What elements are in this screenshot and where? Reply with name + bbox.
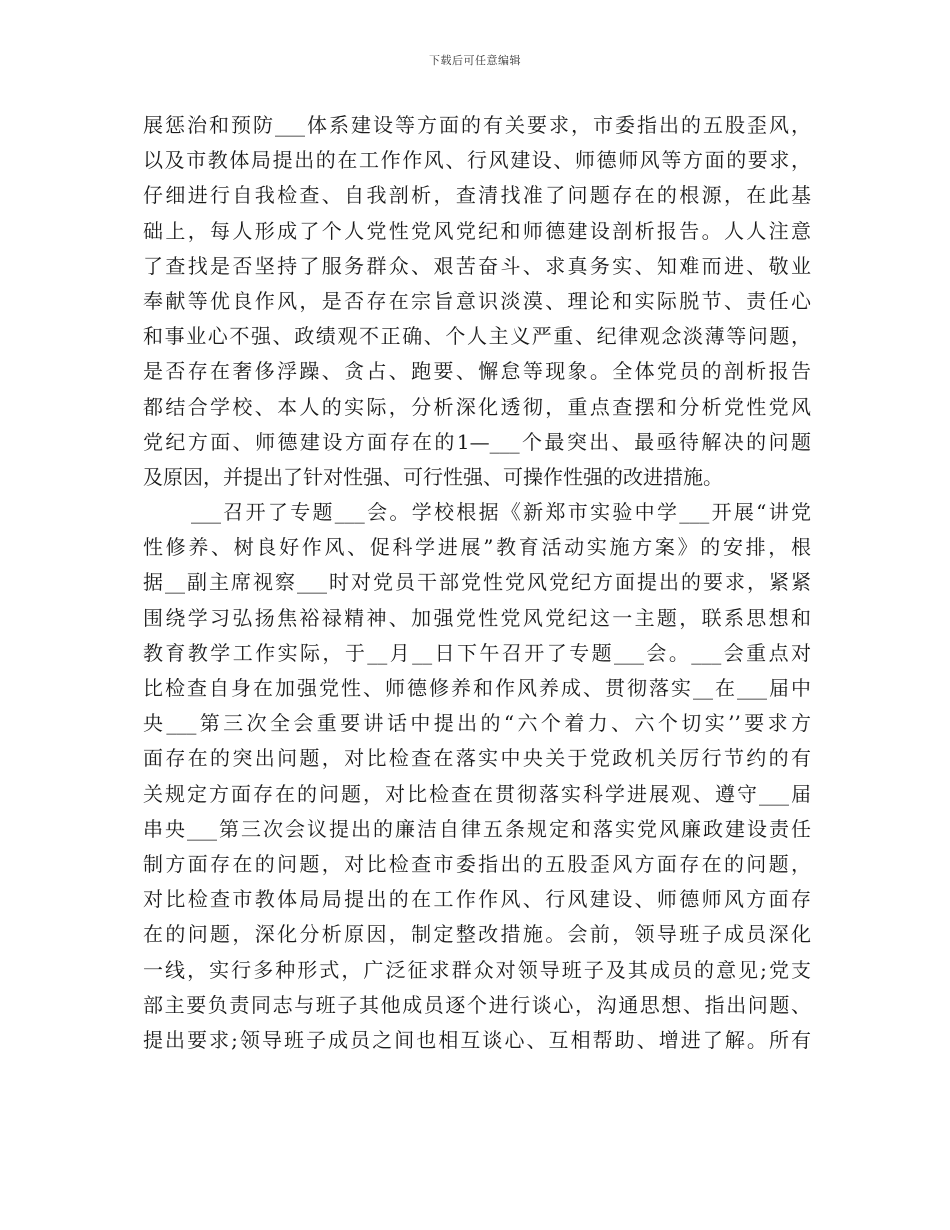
text-line: 部主要负责同志与班子其他成员逐个进行谈心，沟通思想、指出问题、 <box>143 992 811 1017</box>
text-line: 面存在的突出问题，对比检查在落实中央关于党政机关厉行节约的有 <box>143 746 811 771</box>
text-line: 党纪方面、师德建设方面存在的1—___个最突出、最亟待解决的问题 <box>143 429 811 454</box>
text-line: 了查找是否坚持了服务群众、艰苦奋斗、求真务实、知难而进、敬业 <box>143 253 811 278</box>
text-line: 础上，每人形成了个人党性党风党纪和师德建设剖析报告。人人注意 <box>143 218 811 243</box>
text-line: 在的问题，深化分析原因，制定整改措施。会前，领导班子成员深化 <box>143 922 811 947</box>
text-line: 提出要求;领导班子成员之间也相互谈心、互相帮助、增进了解。所有 <box>143 1027 811 1052</box>
page-header: 下载后可任意编辑 <box>429 54 521 67</box>
text-line: 据__副主席视察___时对党员干部党性党风党纪方面提出的要求，紧紧 <box>143 570 811 595</box>
text-line: 央___第三次全会重要讲话中提出的“六个着力、六个切实’’要求方 <box>143 711 811 736</box>
text-line: 是否存在奢侈浮躁、贪占、跑要、懈怠等现象。全体党员的剖析报告 <box>143 359 811 384</box>
text-line: 及原因，并提出了针对性强、可行性强、可操作性强的改进措施。 <box>143 464 723 489</box>
text-line: 制方面存在的问题，对比检查市委指出的五股歪风方面存在的问题， <box>143 851 811 876</box>
text-line: 和事业心不强、政绩观不正确、个人主义严重、纪律观念淡薄等问题， <box>143 324 811 349</box>
text-line: ___召开了专题___会。学校根据《新郑市实验中学___开展“讲党 <box>191 500 811 525</box>
text-line: 以及市教体局提出的在工作作风、行风建设、师德师风等方面的要求， <box>143 148 811 173</box>
paragraph-2 <box>143 495 811 1058</box>
text-line: 都结合学校、本人的实际，分析深化透彻，重点查摆和分析党性党风 <box>143 394 811 419</box>
text-line: 关规定方面存在的问题，对比检查在贯彻落实科学进展观、遵守___届 <box>143 781 811 806</box>
paragraph-1 <box>143 108 811 495</box>
text-line: 奉献等优良作风，是否存在宗旨意识淡漠、理论和实际脱节、责任心 <box>143 288 811 313</box>
text-line: 对比检查市教体局局提出的在工作作风、行风建设、师德师风方面存 <box>143 887 811 912</box>
text-line: 围绕学习弘扬焦裕禄精神、加强党性党风党纪这一主题，联系思想和 <box>143 605 811 630</box>
text-line: 展惩治和预防___体系建设等方面的有关要求，市委指出的五股歪风， <box>143 113 811 137</box>
text-line: 比检查自身在加强党性、师德修养和作风养成、贯彻落实__在___届中 <box>143 676 811 700</box>
text-line: 性修养、树良好作风、促科学进展”教育活动实施方案》的安排，根 <box>143 535 811 560</box>
text-line: 一线，实行多种形式，广泛征求群众对领导班子及其成员的意见;党支 <box>143 957 811 982</box>
text-line: 串央___第三次会议提出的廉洁自律五条规定和落实党风廉政建设责任 <box>143 816 811 841</box>
document-body <box>143 108 811 1058</box>
text-line: 仔细进行自我检查、自我剖析，查清找准了问题存在的根源，在此基 <box>143 183 811 208</box>
text-line: 教育教学工作实际，于__月__日下午召开了专题___会。___会重点对 <box>143 640 811 665</box>
